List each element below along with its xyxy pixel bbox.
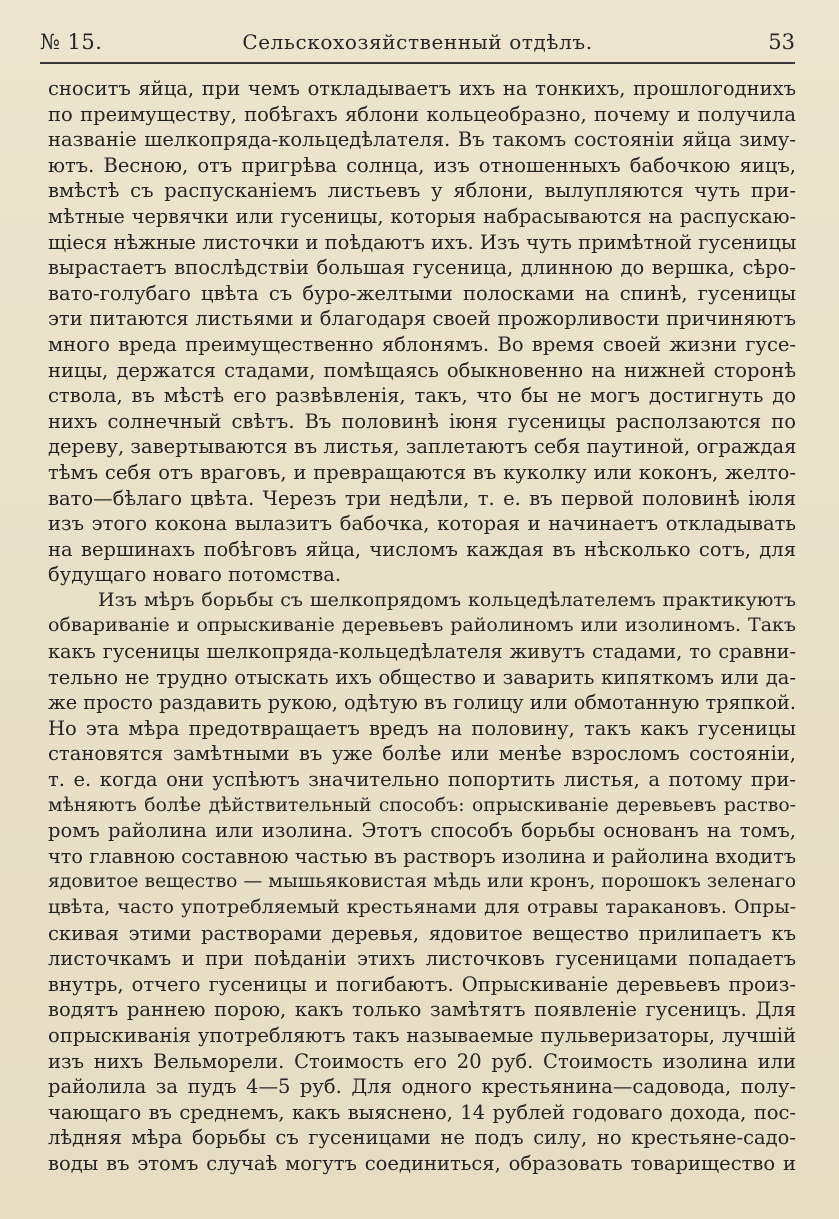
text-line: что главною составною частью въ растворъ изолина и райолина входитъ [48,844,796,868]
text-line: нихъ солнечный свѣтъ. Въ половинѣ іюня гусеницы расползаются по [48,409,796,433]
text-line: райолила за пудъ 4—5 руб. Для одного крестьянина—садовода, полу- [48,1075,796,1099]
text-line: т. е. когда они успѣютъ значительно попортить листья, а потому при- [48,768,796,792]
text-line: ютъ. Весною, отъ пригрѣва солнца, изъ отношенныхъ бабочкою яицъ, [48,153,796,177]
text-line: вырастаетъ впослѣдствіи большая гусеница, длинною до вершка, сѣро- [48,256,796,280]
text-line: листочкамъ и при поѣданіи этихъ листочковъ гусеницами попадаетъ [48,947,796,971]
text-line: опрыскиванія употребляютъ такъ называемые пульверизаторы, лучшій [48,1023,796,1047]
text-line: названіе шелкопряда-кольцедѣлателя. Въ такомъ состояніи яйца зиму- [48,128,796,152]
body-text [48,76,796,1177]
text-line: тѣмъ себя отъ враговъ, и превращаются въ куколку или коконъ, желто- [48,460,796,484]
text-line: воды въ этомъ случаѣ могутъ соединиться, образовать товарищество и [48,1151,796,1175]
text-line: дереву, завертываются въ листья, заплетаютъ себя паутиной, ограждая [48,435,796,459]
text-line: вато-голубаго цвѣта съ буро-желтыми полосками на спинѣ, гусеницы [48,281,796,305]
paragraph-1 [48,76,796,588]
text-line: щіеся нѣжные листочки и поѣдаютъ ихъ. Изъ чуть примѣтной гусеницы [48,230,796,254]
text-line: изъ нихъ Вельморели. Стоимость его 20 руб. Стоимость изолина или [48,1049,796,1073]
text-line: много вреда преимущественно яблонямъ. Во время своей жизни гусе- [48,332,796,356]
text-line: вмѣстѣ съ распусканіемъ листьевъ у яблони, вылупляются чуть при- [48,179,796,203]
text-line: ницы, держатся стадами, помѣщаясь обыкновенно на нижней сторонѣ [48,358,796,382]
text-line: лѣдняя мѣра борьбы съ гусеницами не подъ силу, но крестьяне-садо- [48,1126,796,1150]
section-title: Сельскохозяйственный отдѣлъ. [242,30,593,54]
text-line: ствола, въ мѣстѣ его развѣвленія, такъ, что бы не могъ достигнуть до [48,384,796,408]
text-line: водятъ раннею порою, какъ только замѣтятъ появленіе гусеницъ. Для [48,998,796,1022]
text-line: мѣтные червячки или гусеницы, которыя набрасываются на распускаю- [48,204,796,228]
text-line: становятся замѣтными въ уже болѣе или менѣе взросломъ состояніи, [48,742,796,766]
text-line: чающаго въ среднемъ, какъ выяснено, 14 рублей годоваго дохода, пос- [48,1100,796,1124]
paragraph-2 [48,588,796,1177]
text-line: изъ этого кокона вылазитъ бабочка, которая и начинаетъ откладывать [48,512,796,536]
text-line: сноситъ яйца, при чемъ откладываетъ ихъ на тонкихъ, прошлогоднихъ [48,77,796,100]
issue-number: № 15. [40,30,103,54]
text-line: цвѣта, часто употребляемый крестьянами для отравы таракановъ. Опры- [48,896,796,918]
header-rule [40,62,795,64]
text-line: вато—бѣлаго цвѣта. Черезъ три недѣли, т. е. въ первой половинѣ іюля [48,486,796,510]
text-line: мѣняютъ болѣе дѣйствительный способъ: опрыскиваніе деревьевъ раство- [48,794,796,816]
text-line: внутрь, отчего гусеницы и погибаютъ. Опрыскиваніе деревьевъ произ- [48,972,796,996]
text-line: эти питаются листьями и благодаря своей прожорливости причиняютъ [48,307,796,331]
text-line: на вершинахъ побѣговъ яйца, числомъ каждая въ нѣсколько сотъ, для [48,537,796,561]
text-line: Изъ мѣръ борьбы съ шелкопрядомъ кольцедѣлателемъ практикуютъ [98,588,796,611]
text-line: будущаго новаго потомства. [48,563,342,587]
page-number: 53 [768,30,795,54]
text-line: же просто раздавить рукою, одѣтую въ голицу или обмотанную тряпкой. [48,691,796,715]
text-line: Но эта мѣра предотвращаетъ вредъ на половину, такъ какъ гусеницы [48,716,796,740]
text-line: тельно не трудно отыскать ихъ общество и заварить кипяткомъ или да- [48,665,796,689]
text-line: ядовитое вещество — мышьяковистая мѣдь или кронъ, порошокъ зеленаго [48,871,796,893]
text-line: по преимуществу, побѣгахъ яблони кольцеобразно, почему и получила [48,102,796,126]
text-line: скивая этими растворами деревья, ядовитое вещество прилипаетъ къ [48,921,796,945]
text-line: ромъ райолина или изолина. Этотъ способъ борьбы основанъ на томъ, [48,819,796,843]
text-line: какъ гусеницы шелкопряда-кольцедѣлателя живутъ стадами, то сравни- [48,640,796,664]
text-line: обвариваніе и опрыскиваніе деревьевъ райолиномъ или изолиномъ. Такъ [48,614,796,637]
page-header [40,28,795,64]
